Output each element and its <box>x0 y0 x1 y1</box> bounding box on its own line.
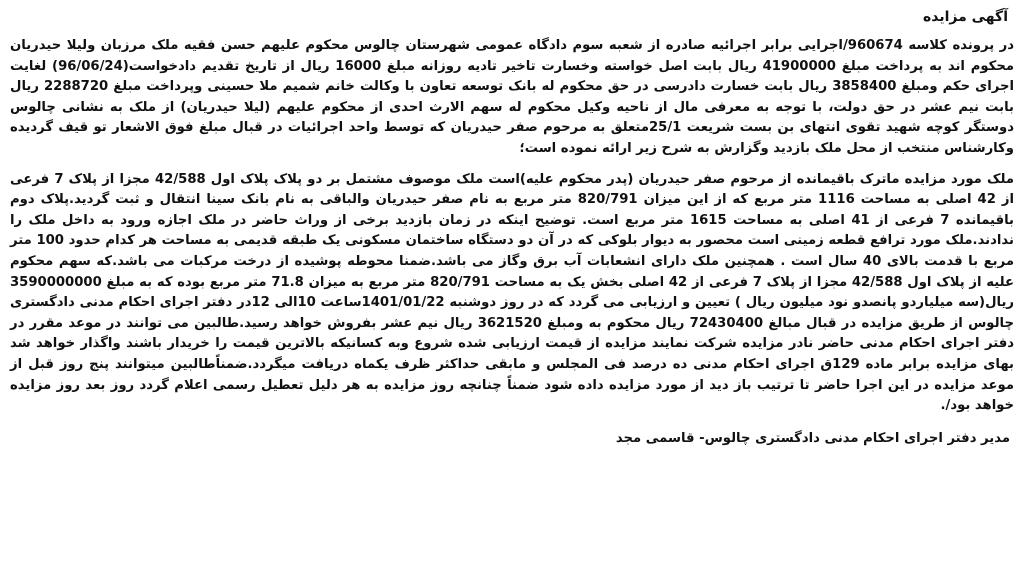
notice-paragraph-property-details: ملک مورد مزایده ماترک باقیمانده از مرحوم صفر حیدریان (پدر محکوم علیه)است ملک موصوف مشتمل بر دو پلاک پلاک اول 42/588 مجزا از پلاک 7 فرعی از 42 اصلی به مساحت 1116 متر مربع که از این میزان 820/791 متر مربع به نام صفر حیدریان والباقی به نام بانک سینا انتقال و ثبت گردید.پلاک دوم باقیمانده 7 فرعی از 41 اصلی به مساحت 1615 متر مربع است. توضیح اینکه در زمان بازدید برخی از وراث حاضر در ملک اجازه ورود به داخل ملک را ندادند.ملک مورد ترافع قطعه زمینی است محصور به دیوار بلوکی که در آن دو دستگاه ساختمان مسکونی یک طبقه قدیمی به مساحت هر کدام حدود 100 متر مربع با قدمت بالای 40 سال است . همچنین ملک دارای انشعابات آب برق وگاز می باشد.ضمنا محوطه پوشیده از درخت مرکبات می باشد.که سهم محکوم علیه از پلاک اول 42/588 مجزا از پلاک 7 فرعی از 42 اصلی بخش یک به مساحت 820/791 متر مربع به میزان 71.8 متر مربع بوده که به مبلغ 3590000000 ریال(سه میلیاردو پانصدو نود میلیون ریال ) تعیین و ارزیابی می گردد که در روز دوشنبه 1401/01/22ساعت 10الی 12در دفتر اجرای احکام مدنی دادگستری چالوس از طریق مزایده در قبال مبالغ 72430400 ریال محکوم به ومبلغ 3621520 ریال نیم عشر بفروش خواهد رسید.طالبین می توانند در موعد مقرر در دفتر اجرای احکام مدنی حاضر نادر مزایده شرکت نمایند مزایده از قیمت ارزیابی شده شروع وبه کسانیکه بالاترین قیمت را خریدار باشند واگذار خواهد شد بهای مزایده برابر ماده 129ق اجرای احکام مدنی ده درصد فی المجلس و مابقی حداکثر ظرف یکماه دریافت میگردد.ضمناًطالبین میتوانند پنج روز قبل از موعد مزایده در این اجرا حاضر تا ترتیب باز دید از مورد مزایده داده شود ضمناً چنانچه روز مزایده به هر دلیل تعطیل رسمی اعلام گردد روز بعد روز مزایده خواهد بود/. <box>10 171 1015 414</box>
notice-paragraph-case-details: در پرونده کلاسه 960674/اجرایی برابر اجرائیه صادره از شعبه سوم دادگاه عمومی شهرستان چالوس محکوم علیهم حسن فقیه ملک مرزبان ولیلا حیدریان محکوم اند به پرداخت مبلغ 41900000 ریال بابت اصل خواسته وخسارت تاخیر تادیه روزانه مبلغ 16000 ریال از تاریخ تقدیم دادخواست(96/06/24) لغایت اجرای حکم ومبلغ 3858400 ریال بابت خسارت دادرسی در حق محکوم له بانک توسعه تعاون با وکالت خانم شمیم ملا حسینی وپرداخت مبلغ 2288720 ریال بابت نیم عشر در حق دولت، با توجه به معرفی مال از ناحیه وکیل محکوم له سهم الارث احدی از محکوم علیهم (لیلا حیدریان) از ملک به نشانی چالوس دوستگر کوچه شهید تقوی انتهای بن بست شریعت 25/1متعلق به مرحوم صفر حیدریان که توسط واحد اجرائیات در قبال مبلغ فوق الاشعار تو قیف گردیده وکارشناس منتخب از محل ملک بازدید وگزارش به شرح زیر ارائه نموده است؛ <box>10 38 1015 156</box>
notice-title: آگهی مزایده <box>922 9 1008 25</box>
notice-signature: مدیر دفتر اجرای احکام مدنی دادگستری چالوس- قاسمی مجد <box>615 430 1010 446</box>
auction-notice <box>10 6 1014 576</box>
